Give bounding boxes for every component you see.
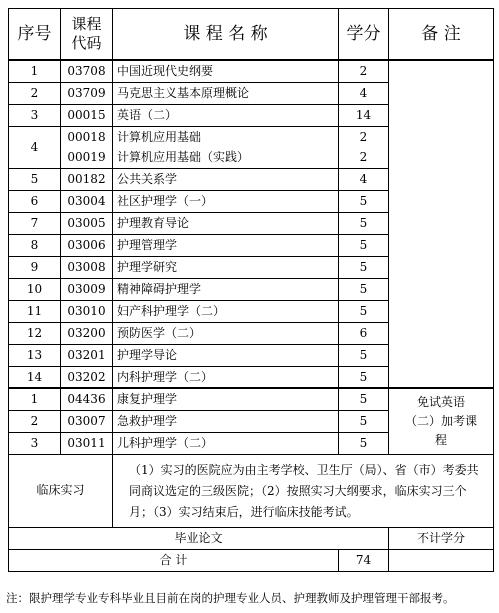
total-label: 合 计 bbox=[9, 549, 339, 571]
cell-name: 社区护理学（一） bbox=[113, 190, 339, 212]
cell-name: 妇产科护理学（二） bbox=[113, 300, 339, 322]
cell-name: 英语（二） bbox=[113, 104, 339, 126]
total-remark bbox=[389, 549, 494, 571]
cell-credit: 14 bbox=[339, 104, 389, 126]
cell-code: 03011 bbox=[61, 432, 113, 454]
curriculum-table bbox=[8, 8, 494, 572]
cell-name: 马克思主义基本原理概论 bbox=[113, 82, 339, 104]
cell-credit: 2 bbox=[339, 60, 389, 82]
thesis-remark: 不计学分 bbox=[389, 527, 494, 549]
cell-credit: 5 bbox=[339, 432, 389, 454]
header-remark: 备 注 bbox=[389, 9, 494, 61]
cell-credit: 5 bbox=[339, 344, 389, 366]
cell-code: 03200 bbox=[61, 322, 113, 344]
cell-name: 护理学研究 bbox=[113, 256, 339, 278]
cell-code: 03201 bbox=[61, 344, 113, 366]
cell-name: 计算机应用基础（实践） bbox=[113, 147, 339, 168]
cell-credit: 5 bbox=[339, 278, 389, 300]
cell-seq: 6 bbox=[9, 190, 61, 212]
cell-credit: 5 bbox=[339, 388, 389, 410]
cell-name: 中国近现代史纲要 bbox=[113, 60, 339, 82]
cell-seq: 4 bbox=[9, 126, 61, 168]
cell-credit: 5 bbox=[339, 234, 389, 256]
cell-credit: 2 bbox=[339, 126, 389, 147]
cell-name: 儿科护理学（二） bbox=[113, 432, 339, 454]
cell-remark bbox=[389, 60, 494, 388]
cell-seq: 1 bbox=[9, 60, 61, 82]
thesis-label: 毕业论文 bbox=[9, 527, 389, 549]
cell-name: 护理学导论 bbox=[113, 344, 339, 366]
cell-code: 03008 bbox=[61, 256, 113, 278]
cell-name: 精神障碍护理学 bbox=[113, 278, 339, 300]
exempt-row bbox=[9, 388, 494, 410]
cell-name: 护理管理学 bbox=[113, 234, 339, 256]
cell-code: 03007 bbox=[61, 410, 113, 432]
cell-seq: 12 bbox=[9, 322, 61, 344]
cell-seq: 5 bbox=[9, 168, 61, 190]
cell-credit: 5 bbox=[339, 212, 389, 234]
clinical-row bbox=[9, 454, 494, 527]
header-seq: 序号 bbox=[9, 9, 61, 61]
cell-seq: 2 bbox=[9, 410, 61, 432]
cell-name: 康复护理学 bbox=[113, 388, 339, 410]
cell-code: 03009 bbox=[61, 278, 113, 300]
cell-seq: 1 bbox=[9, 388, 61, 410]
cell-seq: 7 bbox=[9, 212, 61, 234]
footnote: 注：限护理学专业专科毕业且目前在岗的护理专业人员、护理教师及护理管理干部报考。 bbox=[6, 591, 455, 605]
cell-seq: 11 bbox=[9, 300, 61, 322]
cell-code: 00018 bbox=[61, 126, 113, 147]
cell-seq: 14 bbox=[9, 366, 61, 388]
thesis-row bbox=[9, 527, 494, 549]
cell-seq: 3 bbox=[9, 432, 61, 454]
header-credit: 学分 bbox=[339, 9, 389, 61]
cell-credit: 2 bbox=[339, 147, 389, 168]
cell-code: 03005 bbox=[61, 212, 113, 234]
header-name: 课 程 名 称 bbox=[113, 9, 339, 61]
cell-code: 04436 bbox=[61, 388, 113, 410]
cell-seq: 3 bbox=[9, 104, 61, 126]
cell-credit: 5 bbox=[339, 256, 389, 278]
cell-credit: 5 bbox=[339, 300, 389, 322]
cell-name: 公共关系学 bbox=[113, 168, 339, 190]
cell-name: 急救护理学 bbox=[113, 410, 339, 432]
cell-code: 03010 bbox=[61, 300, 113, 322]
header-row bbox=[9, 9, 494, 61]
header-code: 课程 代码 bbox=[61, 9, 113, 61]
cell-name: 预防医学（二） bbox=[113, 322, 339, 344]
cell-seq: 10 bbox=[9, 278, 61, 300]
cell-name: 内科护理学（二） bbox=[113, 366, 339, 388]
cell-code: 03708 bbox=[61, 60, 113, 82]
total-value: 74 bbox=[339, 549, 389, 571]
cell-seq: 2 bbox=[9, 82, 61, 104]
table-row bbox=[9, 60, 494, 82]
cell-code: 03202 bbox=[61, 366, 113, 388]
cell-credit: 6 bbox=[339, 322, 389, 344]
clinical-label: 临床实习 bbox=[9, 454, 113, 527]
cell-credit: 4 bbox=[339, 82, 389, 104]
cell-code: 00182 bbox=[61, 168, 113, 190]
cell-code: 03004 bbox=[61, 190, 113, 212]
cell-code: 00015 bbox=[61, 104, 113, 126]
cell-name: 计算机应用基础 bbox=[113, 126, 339, 147]
cell-name: 护理教育导论 bbox=[113, 212, 339, 234]
cell-credit: 4 bbox=[339, 168, 389, 190]
total-row bbox=[9, 549, 494, 571]
clinical-text: （1）实习的医院应为由主考学校、卫生厅（局）、省（市）考委共同商议选定的三级医院；（2）按照实习大纲要求，临床实习三个月；（3）实习结束后，进行临床技能考试。 bbox=[113, 454, 494, 527]
cell-seq: 13 bbox=[9, 344, 61, 366]
cell-code: 00019 bbox=[61, 147, 113, 168]
cell-code: 03709 bbox=[61, 82, 113, 104]
cell-code: 03006 bbox=[61, 234, 113, 256]
exempt-remark: 免试英语（二）加考课程 bbox=[389, 388, 494, 454]
cell-seq: 9 bbox=[9, 256, 61, 278]
cell-credit: 5 bbox=[339, 190, 389, 212]
cell-seq: 8 bbox=[9, 234, 61, 256]
cell-credit: 5 bbox=[339, 410, 389, 432]
cell-credit: 5 bbox=[339, 366, 389, 388]
